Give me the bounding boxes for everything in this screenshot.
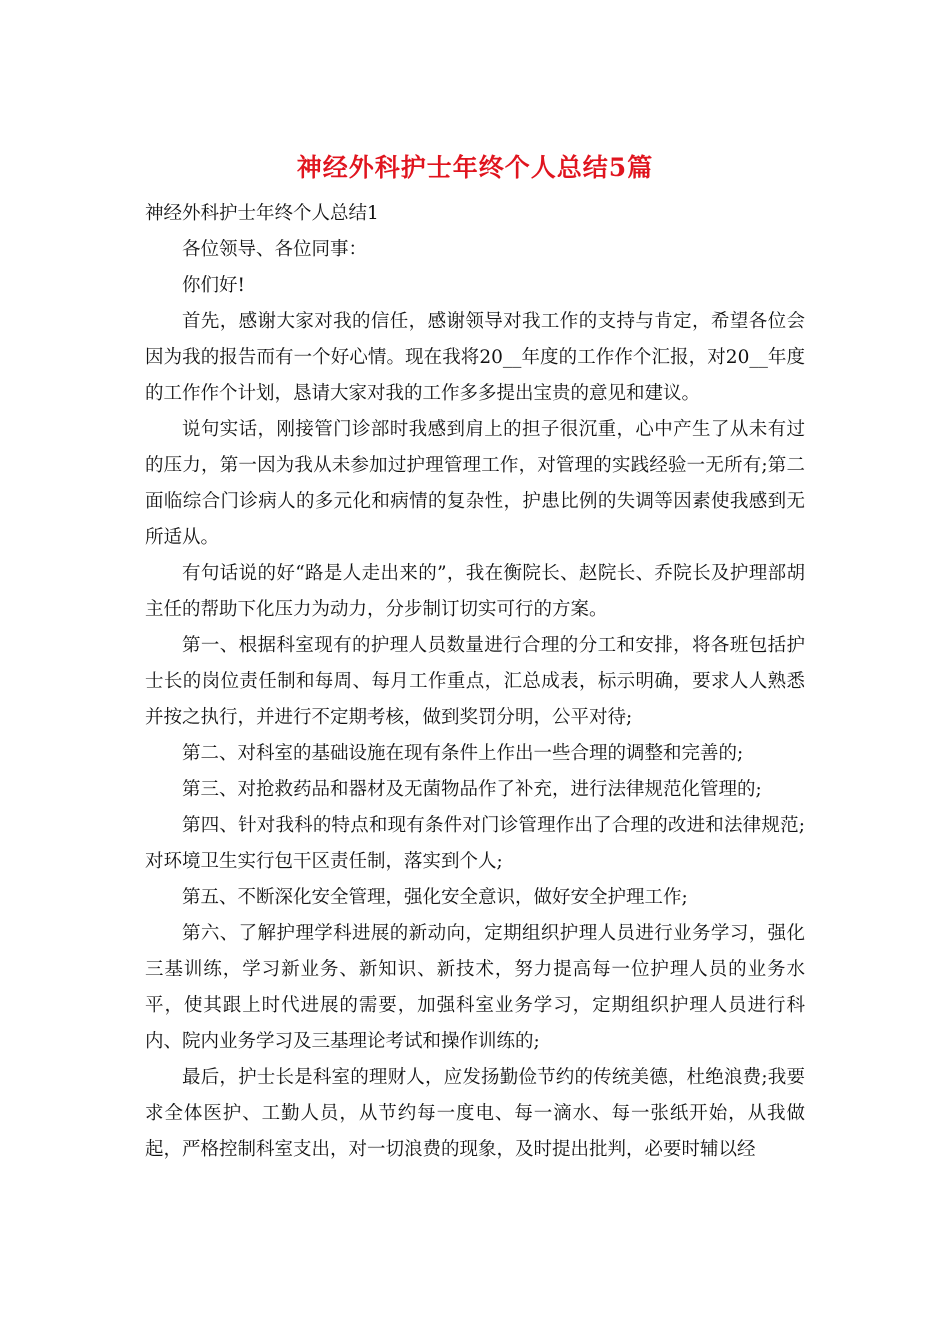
paragraph: 第三、对抢救药品和器材及无菌物品作了补充，进行法律规范化管理的; bbox=[182, 779, 762, 800]
paragraph: 有句话说的好“路是人走出来的”，我在衡院长、赵院长、乔院长及护理部胡主任的帮助下化压力为动力，分步制订切实可行的方案。 bbox=[145, 563, 805, 620]
paragraph: 第五、不断深化安全管理，强化安全意识，做好安全护理工作; bbox=[182, 887, 688, 908]
paragraph: 说句实话，刚接管门诊部时我感到肩上的担子很沉重，心中产生了从未有过的压力，第一因为我从未参加过护理管理工作，对管理的实践经验一无所有;第二面临综合门诊病人的多元化和病情的复杂性，护患比例的失调等因素使我感到无所适从。 bbox=[145, 419, 805, 548]
paragraph: 首先，感谢大家对我的信任，感谢领导对我工作的支持与肯定，希望各位会因为我的报告而有一个好心情。现在我将20__年度的工作作个汇报，对20__年度的工作作个计划，恳请大家对我的工作多多提出宝贵的意见和建议。 bbox=[145, 311, 805, 404]
paragraph: 第四、针对我科的特点和现有条件对门诊管理作出了合理的改进和法律规范;对环境卫生实行包干区责任制，落实到个人; bbox=[145, 815, 805, 872]
greeting: 你们好! bbox=[182, 275, 245, 296]
document-title: 神经外科护士年终个人总结5篇 bbox=[296, 153, 654, 182]
paragraph: 第二、对科室的基础设施在现有条件上作出一些合理的调整和完善的; bbox=[182, 743, 744, 764]
paragraph: 最后，护士长是科室的理财人，应发扬勤俭节约的传统美德，杜绝浪费;我要求全体医护、工勤人员，从节约每一度电、每一滴水、每一张纸开始，从我做起，严格控制科室支出，对一切浪费的现象，及时提出批判，必要时辅以经 bbox=[145, 1067, 805, 1160]
paragraph: 第一、根据科室现有的护理人员数量进行合理的分工和安排，将各班包括护士长的岗位责任制和每周、每月工作重点，汇总成表，标示明确，要求人人熟悉并按之执行，并进行不定期考核，做到奖罚分明，公平对待; bbox=[145, 635, 805, 728]
section-heading: 神经外科护士年终个人总结1 bbox=[145, 203, 379, 224]
salutation: 各位领导、各位同事： bbox=[182, 239, 368, 260]
document-body bbox=[145, 196, 805, 1168]
paragraph: 第六、了解护理学科进展的新动向，定期组织护理人员进行业务学习，强化三基训练，学习新业务、新知识、新技术，努力提高每一位护理人员的业务水平，使其跟上时代进展的需要，加强科室业务学习，定期组织护理人员进行科内、院内业务学习及三基理论考试和操作训练的; bbox=[145, 923, 805, 1052]
